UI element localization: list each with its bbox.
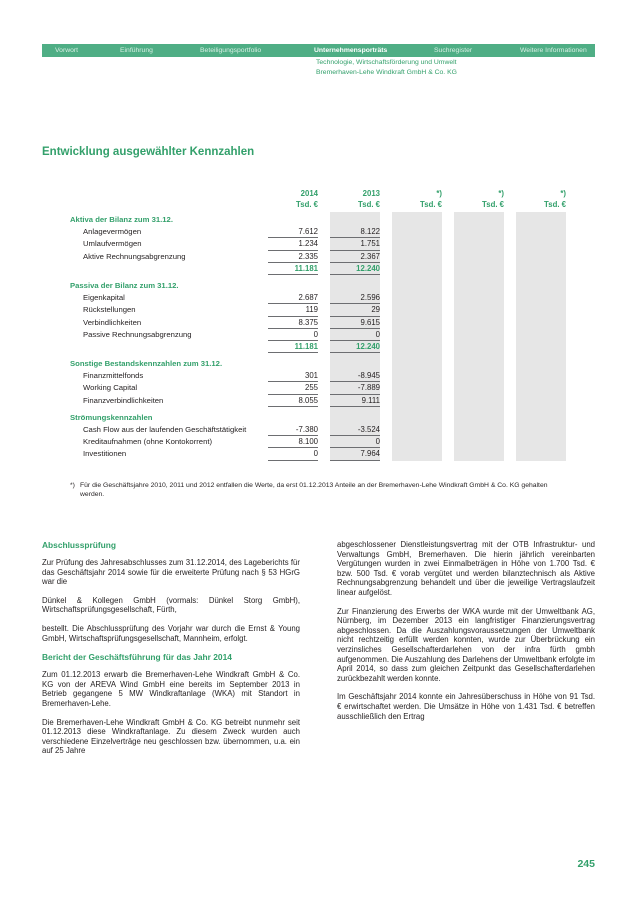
col-unit: Tsd. € (482, 200, 504, 209)
table-section-row (70, 214, 567, 226)
page-title: Entwicklung ausgewählter Kennzahlen (42, 146, 255, 158)
value-2013: 0 (330, 436, 380, 448)
col-unit: Tsd. € (296, 200, 318, 209)
heading-bericht-geschaeftsfuehrung: Bericht der Geschäftsführung für das Jahr 2014 (42, 652, 232, 663)
nav-item-weitere-informationen[interactable]: Weitere Informationen (520, 47, 587, 54)
value-2014: 119 (268, 304, 318, 316)
breadcrumb-line-company: Bremerhaven-Lehe Windkraft GmbH & Co. KG (316, 68, 457, 76)
value-2013: 29 (330, 304, 380, 316)
table-total-row (70, 263, 567, 275)
row-label: Kreditaufnahmen (ohne Kontokorrent) (83, 437, 213, 447)
nav-item-einfuehrung[interactable]: Einführung (120, 47, 153, 54)
value-2013: 8.122 (330, 226, 380, 238)
col-unit: Tsd. € (358, 200, 380, 209)
paragraph: Zur Finanzierung des Erwerbs der WKA wurde mit der Umweltbank AG, Nürnberg, im Dezember 2013 ein langfristiger Finanzierungsvertrag abgeschlossen. Da die Auszahlungsvoraussetzungen der Umweltbank nicht rechtzeitig erfüllt werden konnten, wurde zur Überbrückung ein verzinsliches Gesellschafterdarlehen von der infra fürth gmbh aufgenommen. Die Auszahlung des Darlehens der Umweltbank erfolgte im April 2014, so dass zum gleichen Zeitpunkt das Gesellschafterdarlehen zurückbezahlt werden konnte. (337, 606, 595, 683)
paragraph: Die Bremerhaven-Lehe Windkraft GmbH & Co. KG betreibt nunmehr seit 01.12.2013 diese Windkraftanlage. Zu diesem Zweck wurden auch verschiedene Einzelverträge neu geschlossen bzw. übernommen, u.a. ein auf 25 Jahre (42, 717, 300, 756)
col-header-2014: 2014 (300, 189, 318, 198)
text-column-right (337, 540, 595, 730)
table-row (70, 448, 567, 460)
section-label: Sonstige Bestandskennzahlen zum 31.12. (70, 359, 223, 369)
row-label: Rückstellungen (83, 305, 136, 315)
table-row (70, 304, 567, 316)
value-2013: 7.964 (330, 448, 380, 460)
table-header-years (70, 188, 567, 199)
col-header-star-1: *) (436, 189, 442, 198)
paragraph: Zum 01.12.2013 erwarb die Bremerhaven-Lehe Windkraft GmbH & Co. KG von der AREVA Wind GmbH eine bereits im September 2013 in Betrieb gegangene 5 MW Windkraftanlage (WKA) mit Standort in Bremerhaven-Lehe. (42, 670, 300, 708)
value-2014: 0 (268, 329, 318, 341)
value-2013: 0 (330, 329, 380, 341)
row-label: Cash Flow aus der laufenden Geschäftstätigkeit (83, 425, 247, 434)
value-2014: 255 (268, 382, 318, 394)
section-label: Aktiva der Bilanz zum 31.12. (70, 215, 173, 224)
table-row (70, 424, 567, 436)
value-2013: 9.111 (330, 395, 380, 407)
value-2014: 7.612 (268, 226, 318, 238)
table-row (70, 292, 567, 304)
col-header-star-2: *) (498, 189, 504, 198)
page-number: 245 (577, 858, 595, 870)
table-row (70, 317, 567, 329)
value-2013: 9.615 (330, 317, 380, 329)
top-nav-bar (42, 44, 595, 57)
value-2013: -7.889 (330, 382, 380, 394)
row-label: Verbindlichkeiten (83, 317, 142, 327)
row-label (70, 263, 268, 275)
value-2014: 8.100 (268, 436, 318, 448)
total-2014: 11.181 (268, 341, 318, 353)
value-2013: 2.596 (330, 292, 380, 304)
col-unit: Tsd. € (544, 200, 566, 209)
table-row (70, 329, 567, 341)
header-spacer (70, 188, 268, 199)
table-row (70, 395, 567, 407)
value-2013: -3.524 (330, 424, 380, 436)
nav-item-suchregister[interactable]: Suchregister (434, 47, 473, 54)
value-2014: 2.687 (268, 292, 318, 304)
table-footnote (70, 482, 567, 499)
row-label: Finanzverbindlichkeiten (83, 395, 164, 405)
row-label: Passive Rechnungsabgrenzung (83, 329, 192, 339)
row-label: Aktive Rechnungsabgrenzung (83, 251, 186, 261)
value-2014: 8.375 (268, 317, 318, 329)
breadcrumb-line-category: Technologie, Wirtschaftsförderung und Umwelt (316, 59, 457, 66)
footnote-marker: *) (70, 482, 75, 489)
table-row (70, 436, 567, 448)
row-label: Working Capital (83, 383, 138, 393)
paragraph: bestellt. Die Abschlussprüfung des Vorjahr war durch die Ernst & Young GmbH, Wirtschaftsprüfungsgesellschaft, Mannheim, erfolgt. (42, 623, 300, 643)
value-2013: 1.751 (330, 238, 380, 250)
paragraph: Dünkel & Kollegen GmbH (vormals: Dünkel Storg GmbH), Wirtschaftsprüfungsgesellschaft, Fürth, (42, 595, 300, 615)
row-label: Eigenkapital (83, 293, 125, 303)
paragraph: Zur Prüfung des Jahresabschlusses zum 31.12.2014, des Lageberichts für das Geschäftsjahr 2014 sowie für die erweiterte Prüfung nach § 53 HGrG war die (42, 558, 300, 587)
value-2013: 2.367 (330, 251, 380, 263)
row-label (70, 341, 268, 353)
value-2013: -8.945 (330, 370, 380, 382)
col-header-2013: 2013 (362, 189, 380, 198)
nav-item-vorwort[interactable]: Vorwort (55, 47, 79, 54)
row-label: Anlagevermögen (83, 227, 142, 237)
row-label: Investitionen (83, 449, 127, 459)
col-unit: Tsd. € (420, 200, 442, 209)
row-label: Finanzmittelfonds (83, 371, 144, 381)
heading-abschlusspruefung: Abschlussprüfung (42, 540, 116, 550)
table-header-units (70, 199, 567, 210)
table-row (70, 370, 567, 382)
section-label: Strömungskennzahlen (70, 412, 153, 422)
text-column-left (42, 540, 300, 765)
nav-item-beteiligungsportfolio[interactable]: Beteiligungsportfolio (200, 47, 262, 54)
table-section-row (70, 412, 567, 424)
footnote-text: Für die Geschäftsjahre 2010, 2011 und 2012 entfallen die Werte, da erst 01.12.2013 Anteile an der Bremerhaven-Lehe Windkraft GmbH & Co. KG gehalten werden. (80, 482, 548, 498)
paragraph: abgeschlossener Dienstleistungsvertrag mit der OTB Infrastruktur- und Verwaltungs GmbH, Bremerhaven. Die hierin jährlich vereinbarten Vergütungen wurden in zwei Einmalbeträgen in Höhe von 1.700 Tsd. € bzw. 500 Tsd. € vorab vergütet und werden bilanztechnisch als Aktive Rechnungsabgrenzung behandelt und über die jeweilige Vertragslaufzeit linear aufgelöst. (337, 540, 595, 597)
table-row (70, 238, 567, 250)
value-2014: -7.380 (268, 424, 318, 436)
row-label: Umlaufvermögen (83, 239, 142, 249)
table-row (70, 382, 567, 394)
value-2014: 1.234 (268, 238, 318, 250)
table-section-row (70, 280, 567, 292)
col-header-star-3: *) (560, 189, 566, 198)
value-2014: 301 (268, 370, 318, 382)
header-spacer (70, 199, 268, 210)
breadcrumb (316, 58, 457, 77)
table-row (70, 251, 567, 263)
paragraph: Im Geschäftsjahr 2014 konnte ein Jahresüberschuss in Höhe von 91 Tsd. € erwirtschaftet werden. Die Umsätze in Höhe von 1.431 Tsd. € betreffen ausschließlich den Ertrag (337, 692, 595, 721)
value-2014: 2.335 (268, 251, 318, 263)
total-2013: 12.240 (330, 263, 380, 275)
total-2014: 11.181 (268, 263, 318, 275)
table-total-row (70, 341, 567, 353)
value-2014: 0 (268, 448, 318, 460)
nav-item-unternehmensportraets[interactable]: Unternehmensporträts (314, 47, 388, 54)
table-section-row (70, 358, 567, 370)
value-2014: 8.055 (268, 395, 318, 407)
table-row (70, 226, 567, 238)
key-figures-table (70, 188, 567, 461)
total-2013: 12.240 (330, 341, 380, 353)
section-label: Passiva der Bilanz zum 31.12. (70, 280, 179, 290)
